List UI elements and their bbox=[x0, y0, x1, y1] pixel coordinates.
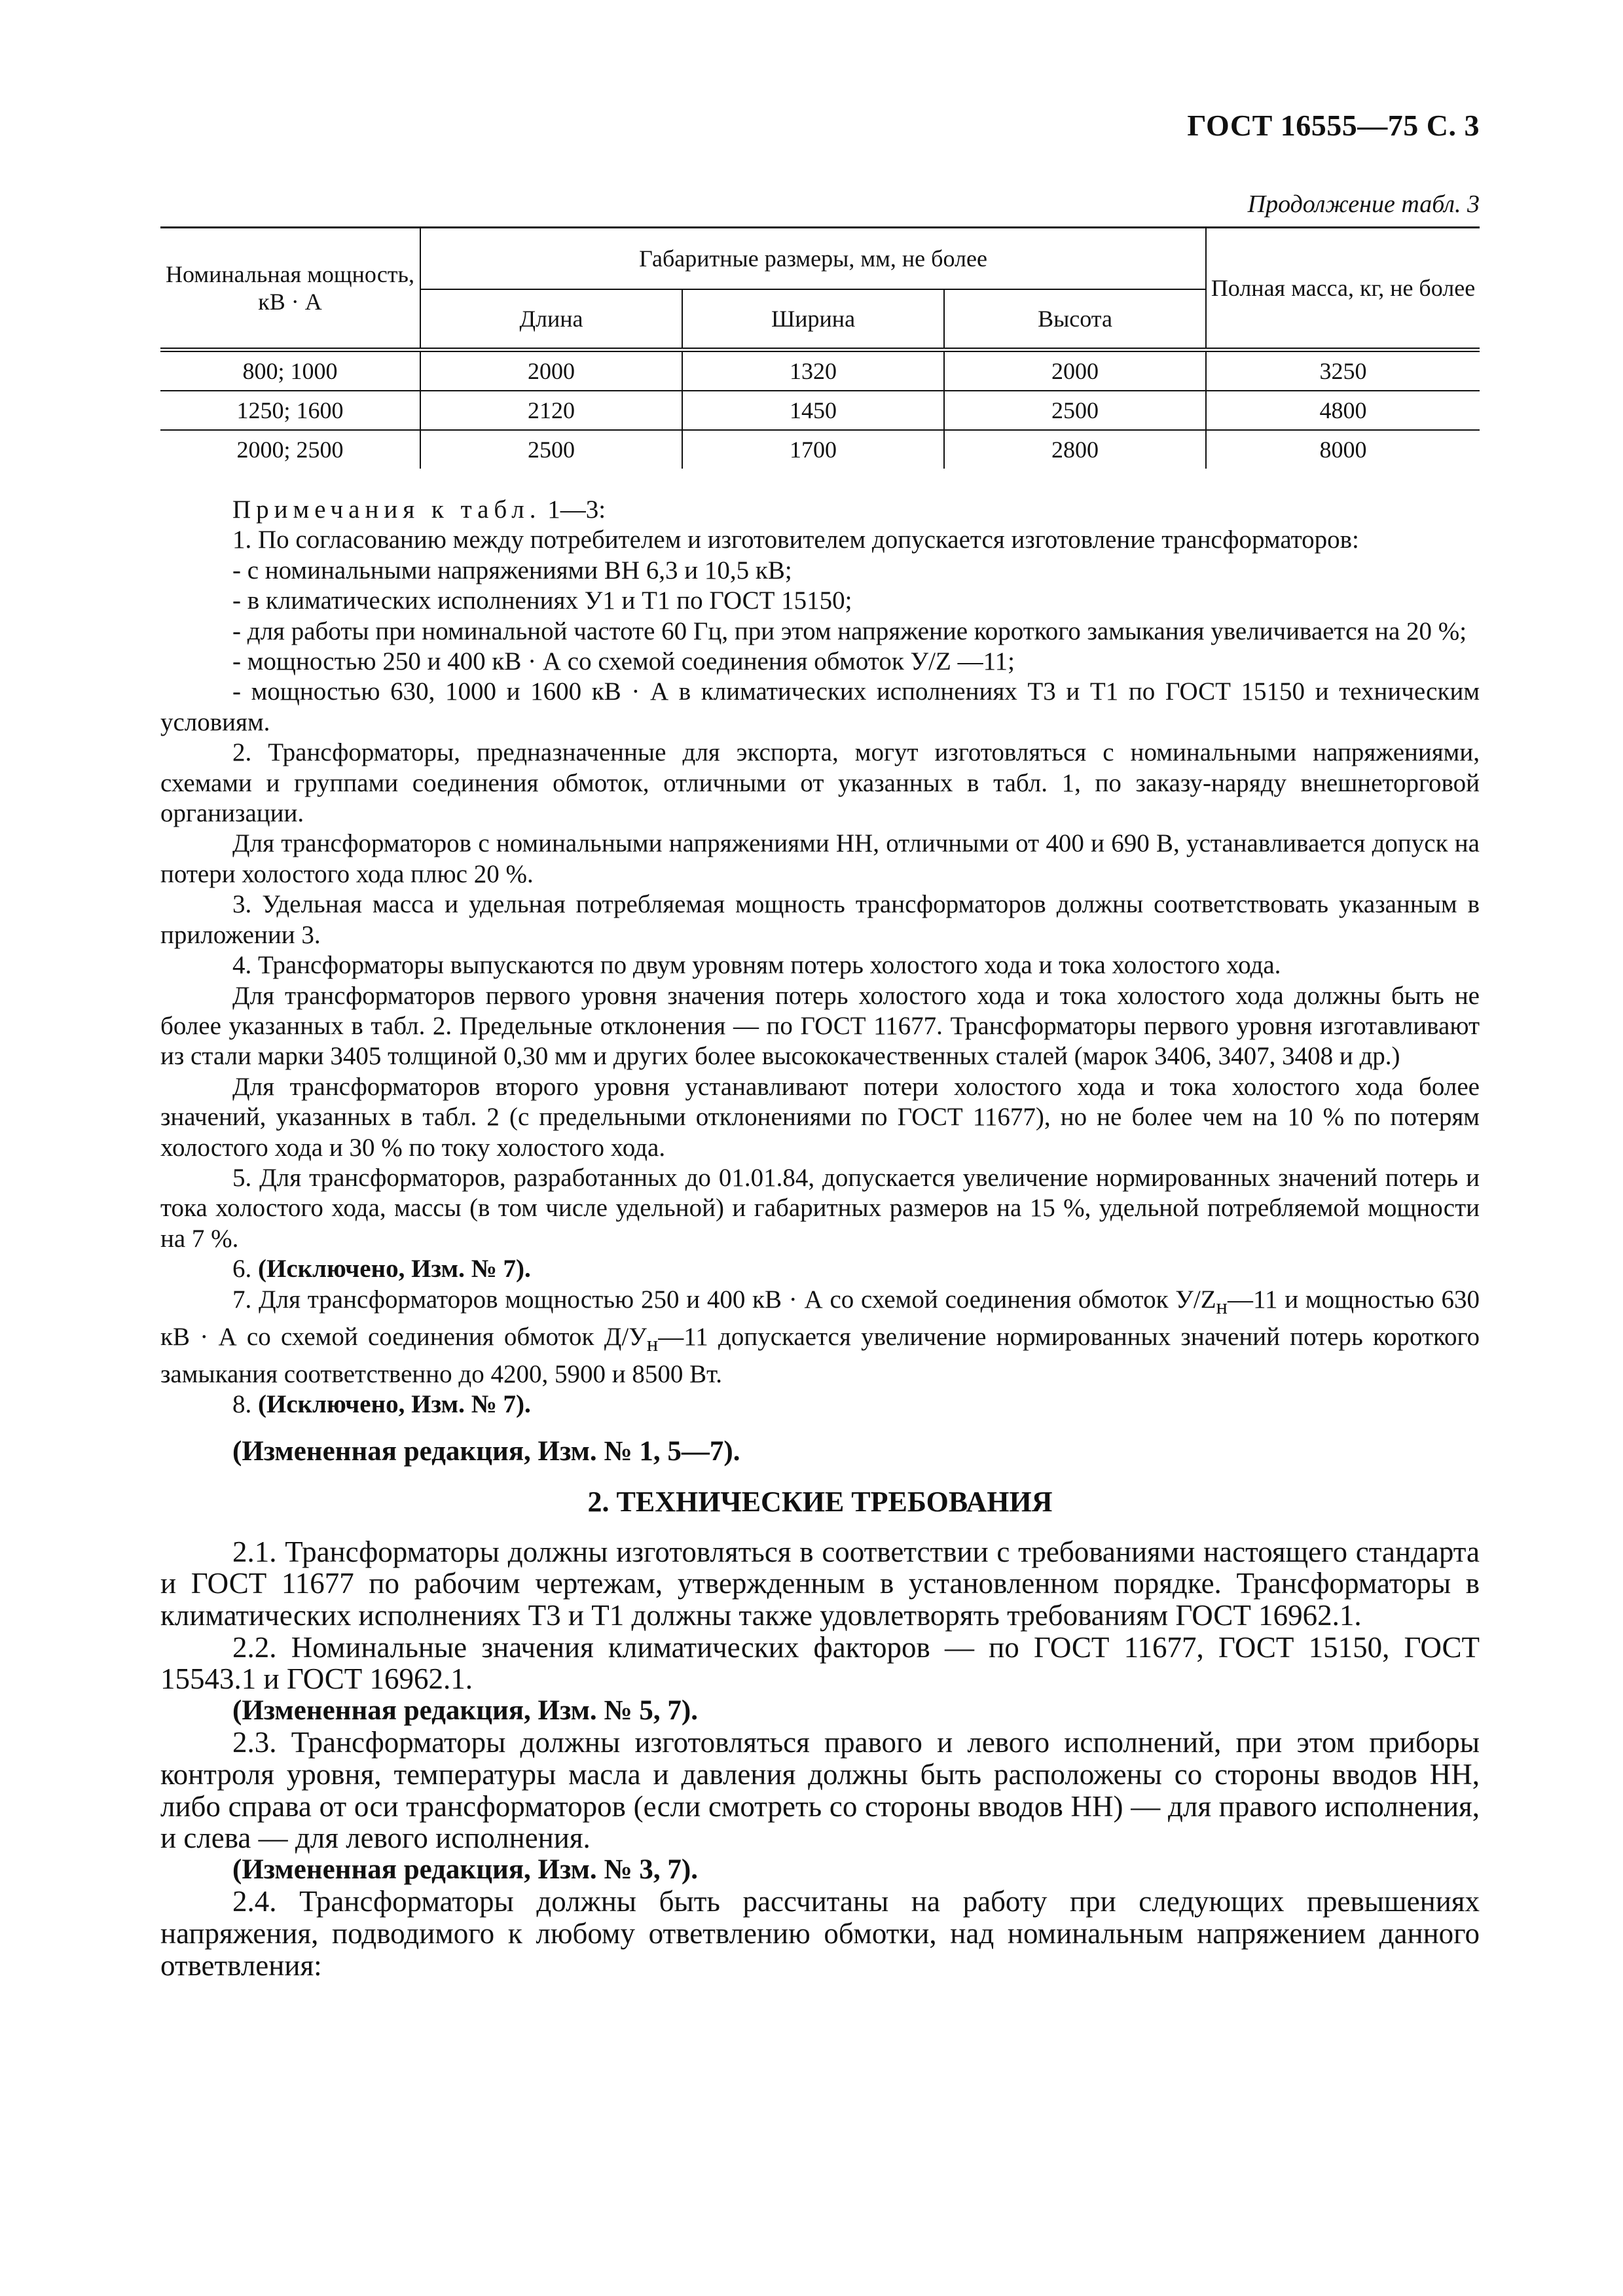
header-dimensions: Габаритные размеры, мм, не более bbox=[420, 228, 1206, 290]
paragraph-2-2: 2.2. Номинальные значения климатических факторов — по ГОСТ 11677, ГОСТ 15150, ГОСТ 15543.1 и ГОСТ 16962.1. bbox=[160, 1630, 1480, 1696]
table-notes bbox=[160, 495, 1480, 1420]
note-4c: Для трансформаторов второго уровня устанавливают потери холостого хода и тока холостого хода более значений, указанных в табл. 2 (с предельными отклонениями по ГОСТ 11677), но не более чем на 10 % по потерям холостого хода и 30 % по току холостого хода. bbox=[160, 1072, 1480, 1162]
page-header: ГОСТ 16555—75 С. 3 bbox=[1187, 109, 1480, 142]
cell-power: 2000; 2500 bbox=[160, 430, 420, 469]
cell-height: 2000 bbox=[944, 350, 1206, 391]
table-row bbox=[160, 350, 1480, 391]
header-width: Ширина bbox=[682, 289, 944, 350]
dimensions-table bbox=[160, 226, 1480, 469]
note-1c: - для работы при номинальной частоте 60 Гц, при этом напряжение короткого замыкания увеличивается на 20 %; bbox=[232, 617, 1467, 645]
cell-mass: 4800 bbox=[1206, 391, 1480, 430]
notes-heading-ref: 1—3: bbox=[541, 495, 606, 524]
note-7 bbox=[160, 1285, 1480, 1390]
cell-width: 1450 bbox=[682, 391, 944, 430]
note-1: 1. По согласованию между потребителем и изготовителем допускается изготовление трансформаторов: bbox=[232, 526, 1359, 554]
table-row bbox=[160, 391, 1480, 430]
section-2 bbox=[160, 1436, 1480, 1981]
cell-width: 1320 bbox=[682, 350, 944, 391]
note-1a: - с номинальными напряжениями ВН 6,3 и 10,5 кВ; bbox=[232, 556, 792, 584]
header-length: Длина bbox=[420, 289, 682, 350]
paragraph-2-3: 2.3. Трансформаторы должны изготовляться правого и левого исполнений, при этом приборы контроля уровня, температуры масла и давления должны быть расположены со стороны вводов НН, либо справа от оси трансформаторов (если смотреть со стороны вводов НН) — для правого исполнения, и слева — для левого исполнения. bbox=[160, 1726, 1480, 1855]
note-1b: - в климатических исполнениях У1 и Т1 по ГОСТ 15150; bbox=[232, 586, 852, 615]
cell-length: 2500 bbox=[420, 430, 682, 469]
cell-mass: 8000 bbox=[1206, 430, 1480, 469]
note-7-part-a: 7. Для трансформаторов мощностью 250 и 400 кВ · А со схемой соединения обмоток У/Z bbox=[232, 1285, 1216, 1314]
header-height: Высота bbox=[944, 289, 1206, 350]
note-8 bbox=[160, 1390, 1480, 1420]
cell-width: 1700 bbox=[682, 430, 944, 469]
cell-length: 2000 bbox=[420, 350, 682, 391]
note-7-part-b: —11 и мощностью 630 кВ · А со схемой соединения обмоток Д/У bbox=[160, 1285, 1480, 1351]
paragraph-2-1: 2.1. Трансформаторы должны изготовляться в соответствии с требованиями настоящего стандарта и ГОСТ 11677 по рабочим чертежам, утвержденным в установленном порядке. Трансформаторы в климатических исполнениях Т3 и Т1 должны также удовлетворять требованиям ГОСТ 16962.1. bbox=[160, 1535, 1480, 1632]
section-title: 2. ТЕХНИЧЕСКИЕ ТРЕБОВАНИЯ bbox=[587, 1486, 1053, 1518]
note-3: 3. Удельная масса и удельная потребляемая мощность трансформаторов должны соответствовать указанным в приложении 3. bbox=[160, 890, 1480, 949]
note-6-number: 6. bbox=[232, 1255, 258, 1283]
note-1d: - мощностью 250 и 400 кВ · А со схемой соединения обмоток У/Z —11; bbox=[232, 647, 1015, 676]
cell-mass: 3250 bbox=[1206, 350, 1480, 391]
table-row bbox=[160, 430, 1480, 469]
note-7-subscript-2: н bbox=[646, 1332, 659, 1356]
note-2: 2. Трансформаторы, предназначенные для экспорта, могут изготовляться с номинальными напряжениями, схемами и группами соединения обмоток, отличными от указанных в табл. 1, по заказу-наряду внешнеторговой организации. bbox=[160, 738, 1480, 828]
header-mass: Полная масса, кг, не более bbox=[1206, 228, 1480, 350]
note-8-number: 8. bbox=[232, 1390, 258, 1419]
table-continuation-label: Продолжение табл. 3 bbox=[1247, 190, 1480, 218]
amendment-note-1: (Измененная редакция, Изм. № 1, 5—7). bbox=[232, 1435, 740, 1467]
cell-power: 800; 1000 bbox=[160, 350, 420, 391]
notes-heading-label: Примечания к табл. bbox=[232, 495, 541, 524]
note-6-text: (Исключено, Изм. № 7). bbox=[258, 1255, 531, 1283]
cell-length: 2120 bbox=[420, 391, 682, 430]
note-5: 5. Для трансформаторов, разработанных до 01.01.84, допускается увеличение нормированных значений потерь и тока холостого хода, массы (в том числе удельной) и габаритных размеров на 15 %, удельной потребляемой мощности на 7 %. bbox=[160, 1163, 1480, 1253]
notes-heading bbox=[160, 495, 1480, 525]
cell-height: 2800 bbox=[944, 430, 1206, 469]
note-4b: Для трансформаторов первого уровня значения потерь холостого хода и тока холостого хода должны быть не более указанных в табл. 2. Предельные отклонения — по ГОСТ 11677. Трансформаторы первого уровня изготавливают из стали марки 3405 толщиной 0,30 мм и других более высококачественных сталей (марок 3406, 3407, 3408 и др.) bbox=[160, 981, 1480, 1071]
note-4: 4. Трансформаторы выпускаются по двум уровням потерь холостого хода и тока холостого хода. bbox=[232, 951, 1281, 980]
note-8-text: (Исключено, Изм. № 7). bbox=[258, 1390, 531, 1419]
note-7-subscript-1: н bbox=[1216, 1295, 1228, 1319]
header-power: Номинальная мощность, кВ · А bbox=[160, 228, 420, 350]
note-1e: - мощностью 630, 1000 и 1600 кВ · А в климатических исполнениях Т3 и Т1 по ГОСТ 15150 и техническим условиям. bbox=[160, 677, 1480, 736]
amendment-note-3: (Измененная редакция, Изм. № 3, 7). bbox=[232, 1854, 698, 1885]
note-6 bbox=[160, 1254, 1480, 1284]
paragraph-2-4: 2.4. Трансформаторы должны быть рассчитаны на работу при следующих превышениях напряжения, подводимого к любому ответвлению обмотки, над номинальным напряжением данного ответвления: bbox=[160, 1885, 1480, 1982]
amendment-note-2: (Измененная редакция, Изм. № 5, 7). bbox=[232, 1695, 698, 1726]
cell-power: 1250; 1600 bbox=[160, 391, 420, 430]
spacer bbox=[160, 1420, 1480, 1436]
cell-height: 2500 bbox=[944, 391, 1206, 430]
document-body bbox=[160, 495, 1480, 1981]
note-2b: Для трансформаторов с номинальными напряжениями НН, отличными от 400 и 690 В, устанавливается допуск на потери холостого хода плюс 20 %. bbox=[160, 829, 1480, 888]
note-7-part-c: —11 допускается увеличение нормированных значений потерь короткого замыкания соответственно до 4200, 5900 и 8500 Вт. bbox=[160, 1322, 1480, 1388]
